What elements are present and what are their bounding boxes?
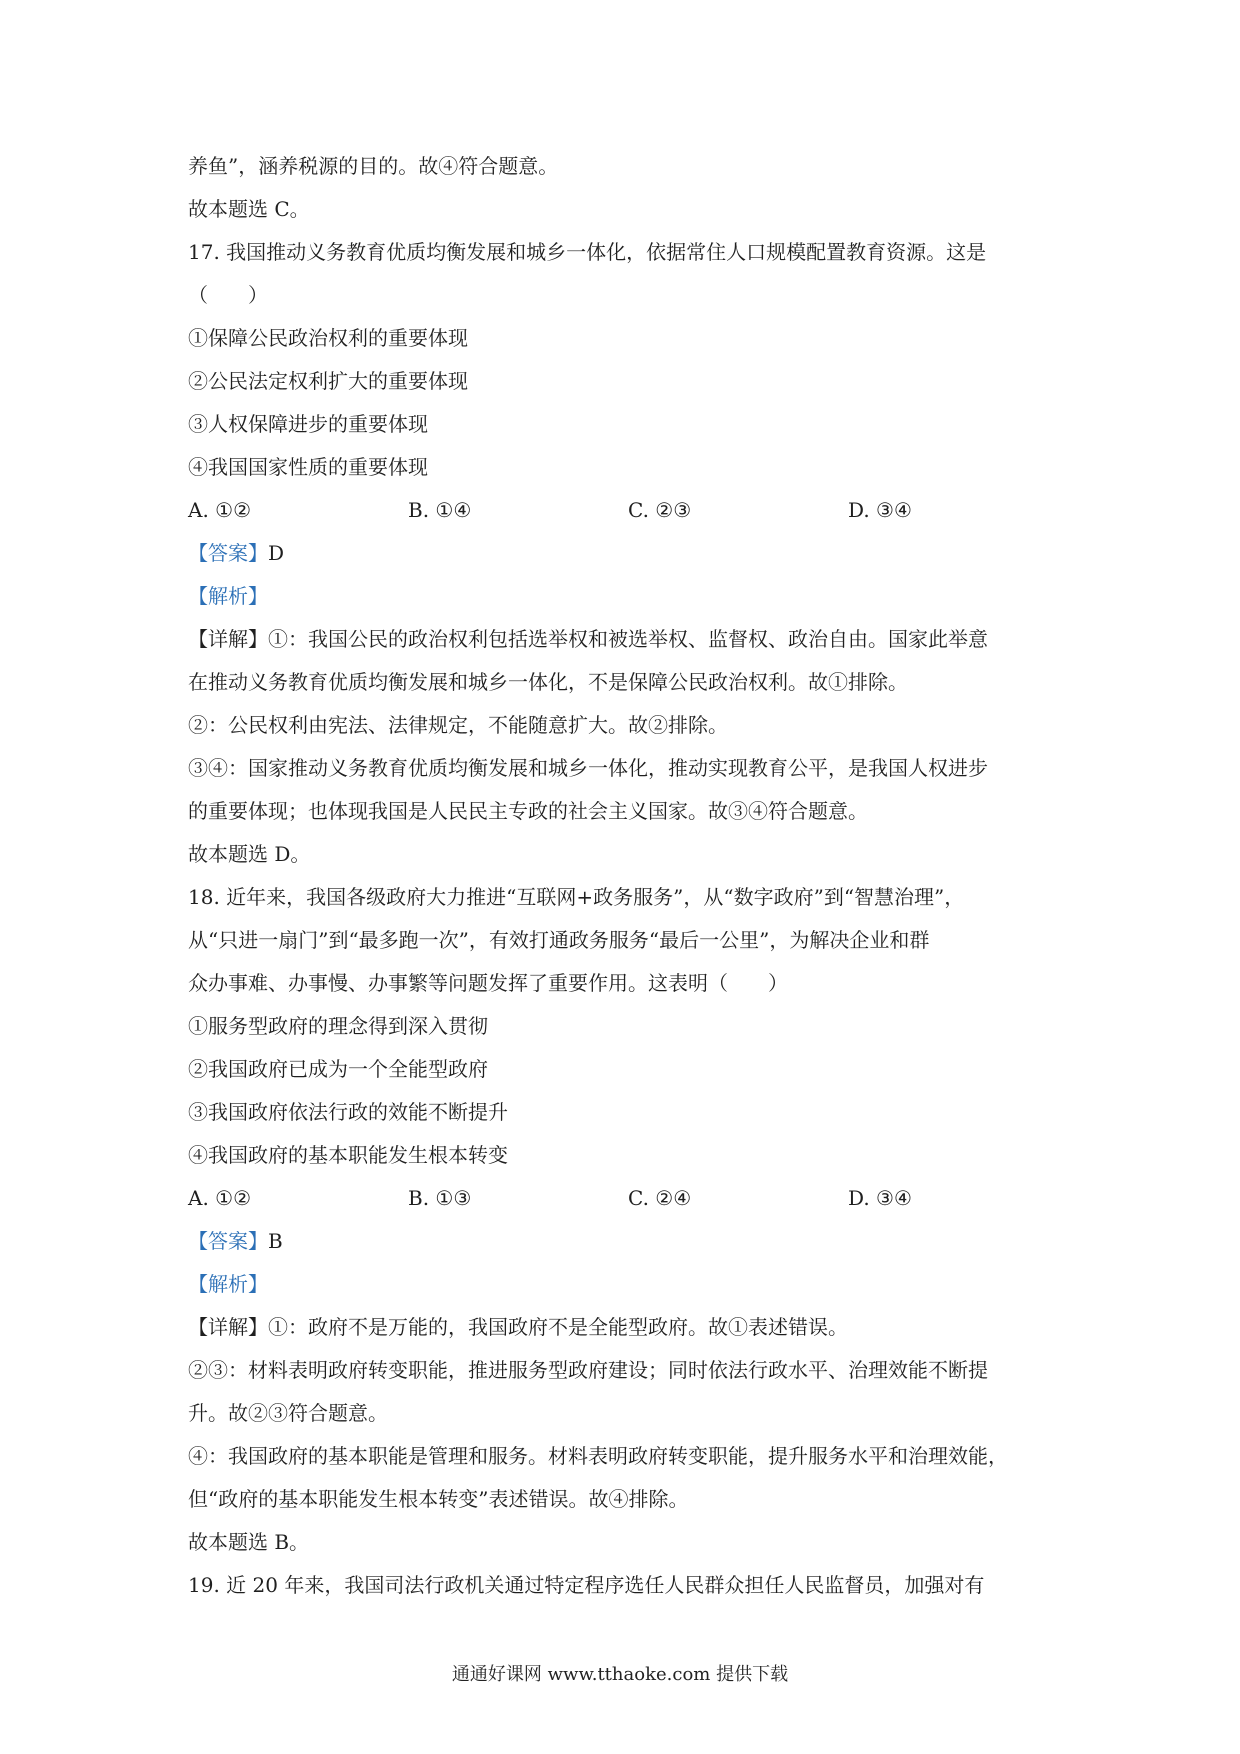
q18-conclusion: 故本题选 B。	[188, 1530, 310, 1554]
q17-answer	[188, 532, 1068, 575]
document-body	[188, 145, 1068, 1607]
q18-statement-3: ③我国政府依法行政的效能不断提升	[188, 1100, 508, 1124]
q17-analysis-tag: 【解析】	[188, 584, 268, 608]
q18-analysis-tag: 【解析】	[188, 1272, 268, 1296]
q18-detail-line-1: 【详解】①：政府不是万能的，我国政府不是全能型政府。故①表述错误。	[188, 1315, 848, 1339]
q18-statement-1: ①服务型政府的理念得到深入贯彻	[188, 1014, 488, 1038]
q18-option-b: B. ①③	[408, 1186, 472, 1210]
q17-detail-line-4: ③④：国家推动义务教育优质均衡发展和城乡一体化，推动实现教育公平，是我国人权进步	[188, 756, 988, 780]
q18-statement-2: ②我国政府已成为一个全能型政府	[188, 1057, 488, 1081]
q17-options	[188, 489, 1068, 532]
q18-detail-line-4: ④：我国政府的基本职能是管理和服务。材料表明政府转变职能，提升服务水平和治理效能，	[188, 1444, 1008, 1468]
q17-statement-1: ①保障公民政治权利的重要体现	[188, 326, 468, 350]
q17-option-c: C. ②③	[628, 498, 692, 522]
q18-detail-line-3: 升。故②③符合题意。	[188, 1401, 388, 1425]
q17-option-d: D. ③④	[848, 498, 912, 522]
q17-option-a: A. ①②	[188, 498, 252, 522]
q17-option-b: B. ①④	[408, 498, 472, 522]
q17-detail-line-3: ②：公民权利由宪法、法律规定，不能随意扩大。故②排除。	[188, 713, 728, 737]
q17-statement-4: ④我国国家性质的重要体现	[188, 455, 428, 479]
q17-answer-tag: 【答案】	[188, 541, 268, 565]
q18-statement-4: ④我国政府的基本职能发生根本转变	[188, 1143, 508, 1167]
q18-answer	[188, 1220, 1068, 1263]
q17-detail-line-1: 【详解】①：我国公民的政治权利包括选举权和被选举权、监督权、政治自由。国家此举意	[188, 627, 988, 651]
q17-conclusion: 故本题选 D。	[188, 842, 311, 866]
q18-stem-line-3: 众办事难、办事慢、办事繁等问题发挥了重要作用。这表明（ ）	[188, 971, 788, 995]
q18-options	[188, 1177, 1068, 1220]
q18-option-c: C. ②④	[628, 1186, 692, 1210]
q17-detail-line-5: 的重要体现；也体现我国是人民民主专政的社会主义国家。故③④符合题意。	[188, 799, 868, 823]
q17-answer-value: D	[268, 541, 285, 565]
q18-option-d: D. ③④	[848, 1186, 912, 1210]
prev-analysis-line-1: 养鱼”，涵养税源的目的。故④符合题意。	[188, 154, 559, 178]
q17-statement-2: ②公民法定权利扩大的重要体现	[188, 369, 468, 393]
q18-detail-line-5: 但“政府的基本职能发生根本转变”表述错误。故④排除。	[188, 1487, 689, 1511]
q18-answer-value: B	[268, 1229, 283, 1253]
q17-stem-line-2: （ ）	[188, 283, 268, 307]
q17-detail-line-2: 在推动义务教育优质均衡发展和城乡一体化，不是保障公民政治权利。故①排除。	[188, 670, 908, 694]
q18-option-a: A. ①②	[188, 1186, 252, 1210]
page-footer: 通通好课网 www.tthaoke.com 提供下载	[451, 1664, 789, 1685]
q17-statement-3: ③人权保障进步的重要体现	[188, 412, 428, 436]
q18-stem-line-1: 18. 近年来，我国各级政府大力推进“互联网+政务服务”，从“数字政府”到“智慧治理”，	[188, 885, 965, 909]
q17-stem-line-1: 17. 我国推动义务教育优质均衡发展和城乡一体化，依据常住人口规模配置教育资源。这是	[188, 240, 987, 264]
q19-stem-line-1: 19. 近 20 年来，我国司法行政机关通过特定程序选任人民群众担任人民监督员，加强对有	[188, 1573, 985, 1597]
q18-detail-line-2: ②③：材料表明政府转变职能，推进服务型政府建设；同时依法行政水平、治理效能不断提	[188, 1358, 988, 1382]
q18-stem-line-2: 从“只进一扇门”到“最多跑一次”，有效打通政务服务“最后一公里”，为解决企业和群	[188, 928, 930, 952]
q18-answer-tag: 【答案】	[188, 1229, 268, 1253]
prev-conclusion: 故本题选 C。	[188, 197, 310, 221]
